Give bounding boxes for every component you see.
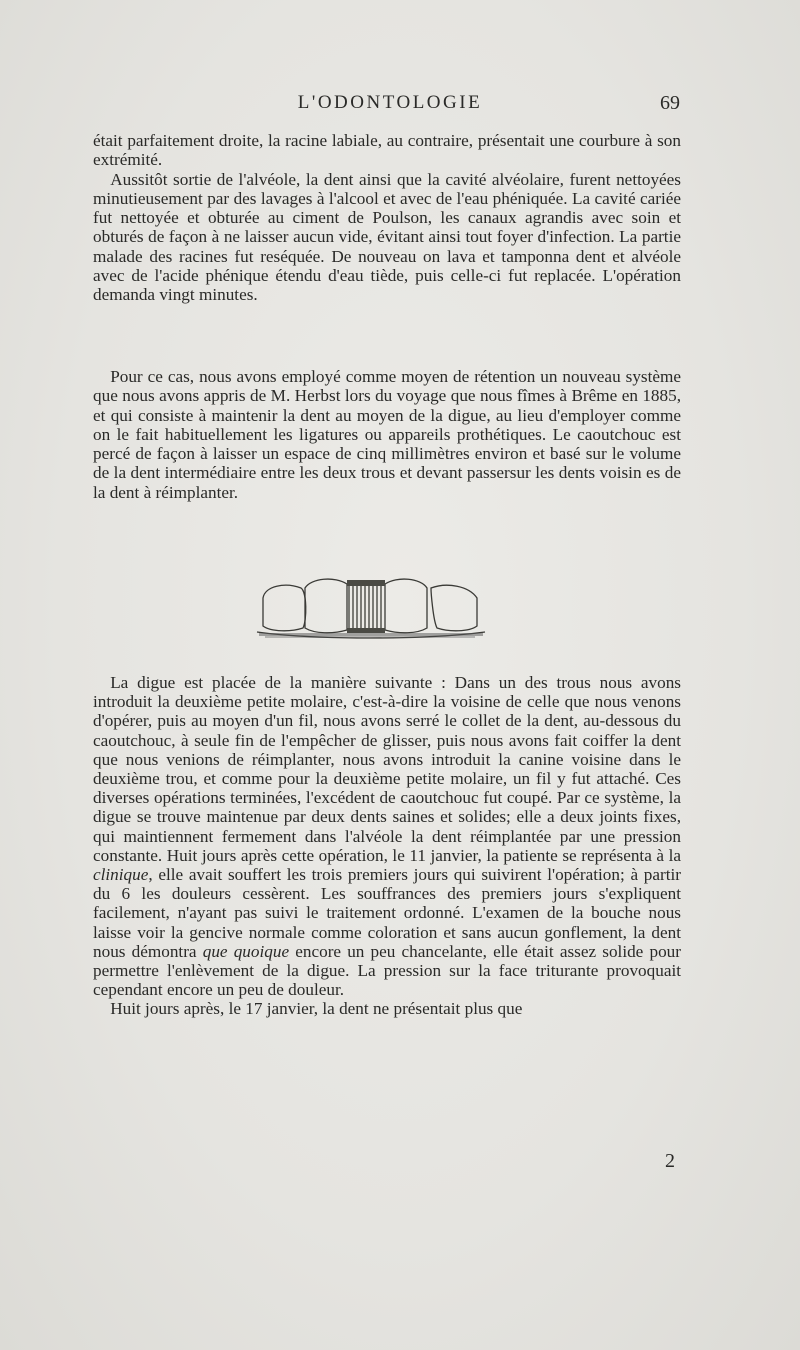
- text-block-top: [93, 131, 681, 305]
- paragraph-4-italic-clinique: clinique: [93, 865, 149, 885]
- tooth-center-left: [305, 579, 347, 633]
- page-number: 69: [660, 92, 680, 114]
- tooth-right: [431, 585, 477, 631]
- paragraph-4: [93, 673, 681, 999]
- running-title: L'ODONTOLOGIE: [297, 92, 483, 113]
- paragraph-3: [93, 367, 681, 502]
- paragraph-3-text: Pour ce cas, nous avons employé comme moyen de rétention un nouveau système que nous avons appris de M. Herbst lors du voyage que nous fîmes à Brême en 1885, et qui consiste à maintenir la dent au moyen de la digue, au lieu d'employer comme on le fait habituellement les ligatures ou appareils prothétiques. Le caoutchouc est percé de façon à laisser un espace de cinq millimètres environ et basé sur le volume de la dent intermédiaire entre les deux trous et devant passersur les dents voisin es de la dent à réimplanter.: [93, 367, 681, 502]
- paragraph-4-text-c: encore un peu chancelante, elle était assez solide pour permettre l'enlèvement de la digue. La pression sur la face triturante provoquait cependant encore un peu de douleur.: [93, 941, 681, 1000]
- tooth-left: [263, 585, 306, 631]
- paragraph-5: [93, 999, 681, 1018]
- gum-shading: [259, 633, 483, 638]
- text-block-bottom: [93, 673, 681, 1019]
- dental-dam-illustration: [255, 570, 487, 650]
- paragraph-2-text: Aussitôt sortie de l'alvéole, la dent ainsi que la cavité alvéolaire, furent nettoyées minutieusement par des lavages à l'alcool et avec de l'eau phéniquée. La cavité cariée fut nettoyée et obturée au ciment de Poulson, les canaux agrandis avec soin et obturés de façon à ne laisser aucun vide, évitant ainsi tout foyer d'infection. La partie malade des racines fut reséquée. De nouveau on lava et tamponna dent et alvéole avec de l'acide phénique étendu d'eau tiède, puis celle-ci fut replacée. L'opération demanda vingt minutes.: [93, 169, 681, 305]
- paragraph-4-text-b: , elle avait souffert les trois premiers jours qui suivirent l'opération; à partir du 6 les douleurs cessèrent. Les souffrances des premiers jours s'expliquent facilement, n'ayant pas suivi le traitement ordonné. L'examen de la bouche nous laisse voir la gencive normale comme coloration et sans aucun gonflement, la dent nous démontra: [93, 865, 681, 961]
- paragraph-1: était parfaitement droite, la racine labiale, au contraire, présentait une courbure à son extrémité.: [93, 131, 681, 170]
- paragraph-5-text: Huit jours après, le 17 janvier, la dent ne présentait plus que: [110, 999, 523, 1019]
- paragraph-4-italic-que-quoique: que quoique: [202, 941, 290, 961]
- text-block-middle: [93, 367, 681, 502]
- paragraph-4-text-a: La digue est placée de la manière suivante : Dans un des trous nous avons introduit la deuxième petite molaire, c'est-à-dire la voisine de celle que nous venons d'opérer, puis au moyen d'un fil, nous avons serré le collet de la dent, au-dessous du caoutchouc, à seule fin de l'empêcher de glisser, puis nous avons fait coiffer la dent que nous venions de réimplanter, nous avons introduit la canine voisine dans le deuxième trou, et comme pour la deuxième petite molaire, un fil y fut attaché. Ces diverses opérations terminées, l'excédent de caoutchouc fut coupé. Par ce système, la digue se trouve maintenue par deux dents saines et solides; elle a deux joints fixes, qui maintiennent fermement dans l'alvéole la dent réimplantée par une pression constante. Huit jours après cette opération, le 11 janvier, la patiente se représenta à la: [93, 673, 681, 865]
- signature-mark: 2: [665, 1150, 675, 1172]
- tooth-center-right: [385, 579, 427, 633]
- page-header: [0, 92, 800, 118]
- paragraph-2: [93, 170, 681, 305]
